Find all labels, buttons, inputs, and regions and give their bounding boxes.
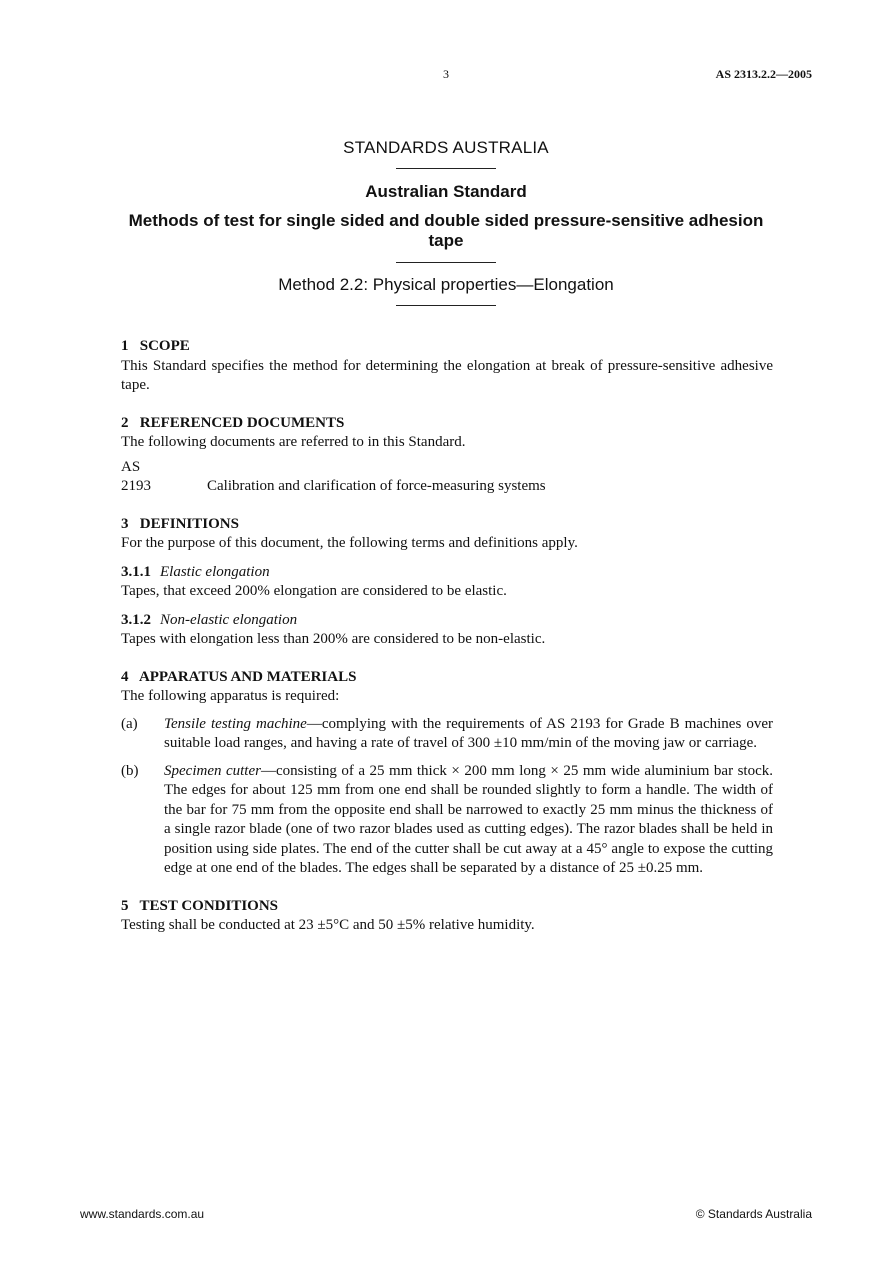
section-title: DEFINITIONS bbox=[139, 515, 239, 532]
standard-code: AS 2313.2.2—2005 bbox=[715, 67, 812, 81]
footer-copyright: © Standards Australia bbox=[695, 1207, 812, 1221]
list-term: Tensile testing machine bbox=[164, 715, 307, 732]
list-term: Specimen cutter bbox=[164, 762, 261, 779]
document-body bbox=[121, 337, 773, 954]
divider bbox=[396, 168, 496, 169]
standard-type: Australian Standard bbox=[365, 182, 527, 201]
list-item bbox=[121, 715, 773, 754]
organization-name: STANDARDS AUSTRALIA bbox=[343, 138, 549, 157]
list-label: (b) bbox=[121, 762, 139, 779]
definition-text: Tapes, that exceed 200% elongation are considered to be elastic. bbox=[121, 583, 507, 599]
list-description: —consisting of a 25 mm thick × 200 mm long × 25 mm wide aluminium bar stock. The edges for about 125 mm from one end shall be rounded slightly to form a handle. The width of the bar for 75 mm from the opposite end shall be narrowed to exactly 25 mm minus the thickness of a single razor blade (one of two razor blades used as cutting edges). The razor blades shall be held in position using side plates. The end of the cutter shall be cut away at a 45° angle to expose the cutting edge at one end of the blades. The edges shall be separated by a distance of 25 ±0.25 mm. bbox=[164, 762, 773, 876]
list-description: —complying with the requirements of AS 2193 for Grade B machines over suitable load ranges, and having a rate of travel of 300 ±10 mm/min of the moving jaw or carriage. bbox=[164, 715, 773, 751]
definition-text: Tapes with elongation less than 200% are considered to be non-elastic. bbox=[121, 631, 546, 647]
section-title: TEST CONDITIONS bbox=[139, 897, 279, 914]
reference-title: Calibration and clarification of force-measuring systems bbox=[207, 478, 546, 494]
section-definitions bbox=[121, 515, 773, 650]
section-scope bbox=[121, 337, 773, 396]
definition-heading bbox=[121, 611, 773, 631]
definition-title: Non-elastic elongation bbox=[160, 611, 298, 628]
reference-code: 2193 bbox=[121, 478, 151, 494]
section-title: APPARATUS AND MATERIALS bbox=[138, 668, 357, 685]
section-heading bbox=[121, 897, 773, 917]
section-apparatus bbox=[121, 668, 773, 879]
section-text: The following documents are referred to in this Standard. bbox=[121, 434, 466, 450]
section-number: 5 bbox=[121, 897, 129, 914]
section-heading bbox=[121, 668, 773, 688]
list-item bbox=[121, 762, 773, 879]
section-text: For the purpose of this document, the following terms and definitions apply. bbox=[121, 535, 578, 551]
list-text bbox=[164, 762, 773, 879]
method-title: Method 2.2: Physical properties—Elongation bbox=[278, 275, 614, 294]
section-number: 1 bbox=[121, 338, 129, 354]
section-title: SCOPE bbox=[139, 338, 190, 354]
section-heading bbox=[121, 414, 773, 434]
section-test-conditions bbox=[121, 897, 773, 936]
definition-number: 3.1.2 bbox=[121, 611, 151, 628]
reference-prefix: AS bbox=[121, 458, 141, 475]
divider bbox=[396, 262, 496, 263]
page-number: 3 bbox=[443, 67, 449, 81]
section-title: REFERENCED DOCUMENTS bbox=[139, 414, 345, 431]
section-number: 3 bbox=[121, 515, 129, 532]
section-text: Testing shall be conducted at 23 ±5°C and 50 ±5% relative humidity. bbox=[121, 917, 535, 933]
section-text: This Standard specifies the method for determining the elongation at break of pressure-sensitive adhesive tape. bbox=[121, 357, 773, 393]
list-text bbox=[164, 715, 773, 754]
footer-website: www.standards.com.au bbox=[80, 1207, 205, 1221]
section-heading bbox=[121, 337, 773, 357]
title-block bbox=[0, 138, 892, 306]
document-title: Methods of test for single sided and double sided pressure-sensitive adhesion tape bbox=[128, 211, 764, 250]
section-heading bbox=[121, 515, 773, 535]
section-number: 2 bbox=[121, 414, 129, 431]
section-number: 4 bbox=[121, 668, 129, 685]
divider bbox=[396, 305, 496, 306]
definition-title: Elastic elongation bbox=[160, 563, 270, 580]
section-text: The following apparatus is required: bbox=[121, 688, 340, 704]
section-referenced-documents bbox=[121, 414, 773, 497]
reference-row bbox=[121, 477, 773, 497]
definition-number: 3.1.1 bbox=[121, 563, 151, 580]
definition-heading bbox=[121, 563, 773, 583]
list-label: (a) bbox=[121, 715, 138, 732]
